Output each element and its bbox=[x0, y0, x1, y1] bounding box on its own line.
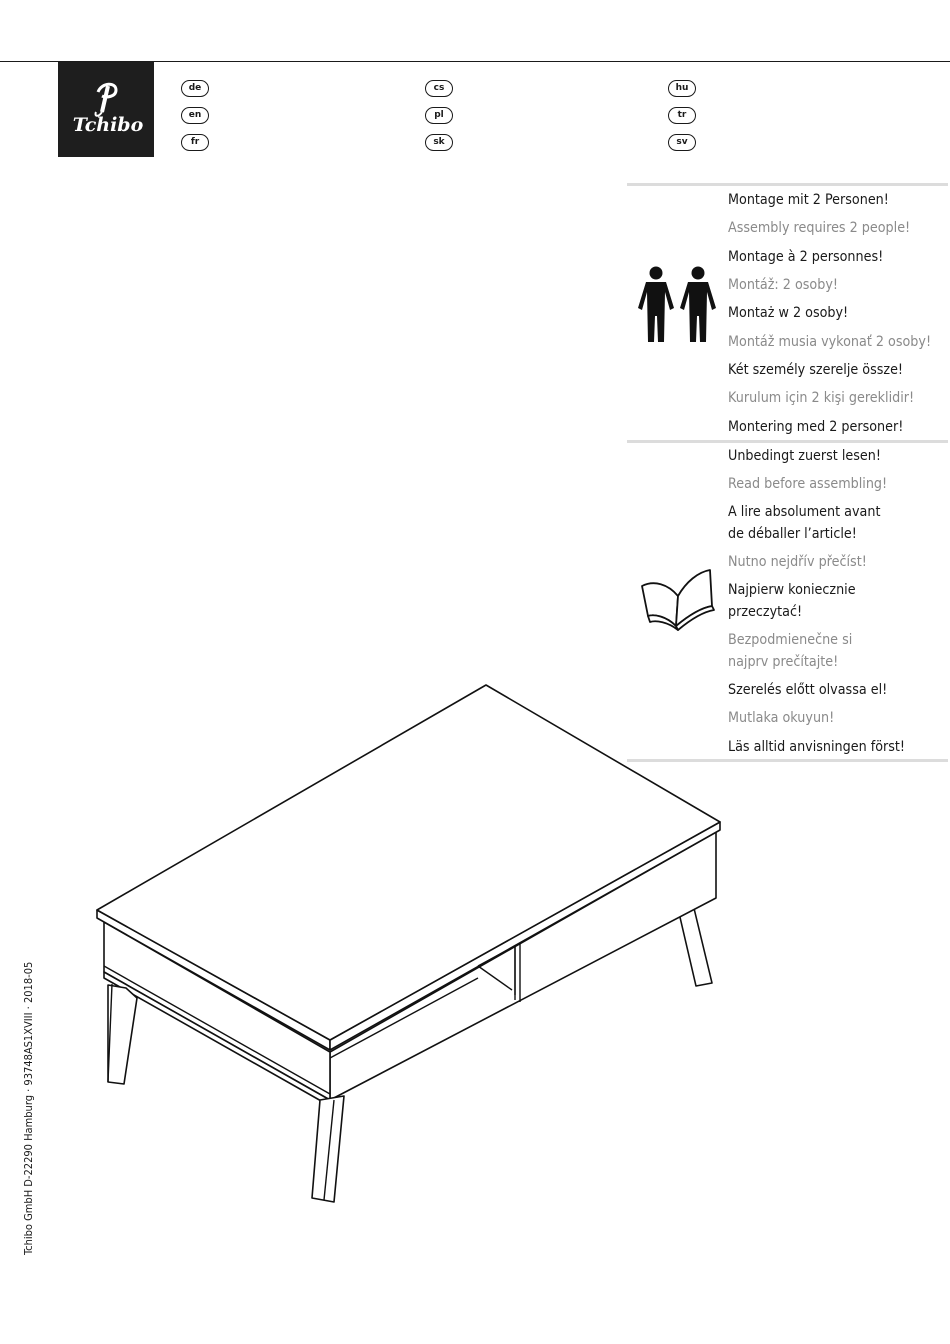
assembly-line-hu: Két személy szerelje össze! bbox=[728, 362, 904, 378]
read-line-de: Unbedingt zuerst lesen! bbox=[728, 448, 881, 464]
read-line-tr: Mutlaka okuyun! bbox=[728, 710, 835, 726]
assembly-line-fr: Montage à 2 personnes! bbox=[728, 249, 884, 265]
assembly-line-cs: Montáž: 2 osoby! bbox=[728, 277, 838, 293]
lang-badge-en: en bbox=[181, 107, 209, 124]
lang-badge-sv: sv bbox=[668, 134, 696, 151]
read-line-pl-1: Najpierw koniecznie bbox=[728, 582, 856, 598]
lang-badge-tr: tr bbox=[668, 107, 696, 124]
assembly-line-sv: Montering med 2 personer! bbox=[728, 419, 904, 435]
read-line-fr-2: de déballer l’article! bbox=[728, 526, 857, 542]
lang-badge-cs: cs bbox=[425, 80, 453, 97]
lang-badge-fr: fr bbox=[181, 134, 209, 151]
logo-wordmark: Tchibo bbox=[72, 114, 144, 136]
assembly-line-sk: Montáž musia vykonať 2 osoby! bbox=[728, 334, 932, 350]
lang-badge-sk: sk bbox=[425, 134, 453, 151]
lang-badge-hu: hu bbox=[668, 80, 696, 97]
read-line-sk-2: najprv prečítajte! bbox=[728, 654, 839, 670]
lang-badge-de: de bbox=[181, 80, 209, 97]
read-line-cs: Nutno nejdřív přečíst! bbox=[728, 554, 867, 570]
read-line-fr-1: A lire absolument avant bbox=[728, 504, 881, 520]
read-line-sk-1: Bezpodmienečne si bbox=[728, 632, 853, 648]
read-line-pl-2: przeczytać! bbox=[728, 604, 803, 620]
read-line-sv: Läs alltid anvisningen först! bbox=[728, 739, 906, 755]
assembly-line-pl: Montaż w 2 osoby! bbox=[728, 305, 849, 321]
footer-imprint: Tchibo GmbH D-22290 Hamburg · 93748AS1XVIII · 2018-05 bbox=[22, 961, 35, 1255]
assembly-line-de: Montage mit 2 Personen! bbox=[728, 192, 889, 208]
read-line-en: Read before assembling! bbox=[728, 476, 888, 492]
assembly-line-tr: Kurulum için 2 kişi gereklidir! bbox=[728, 390, 915, 406]
assembly-line-en: Assembly requires 2 people! bbox=[728, 220, 911, 236]
read-line-hu: Szerelés előtt olvassa el! bbox=[728, 682, 888, 698]
lang-badge-pl: pl bbox=[425, 107, 453, 124]
